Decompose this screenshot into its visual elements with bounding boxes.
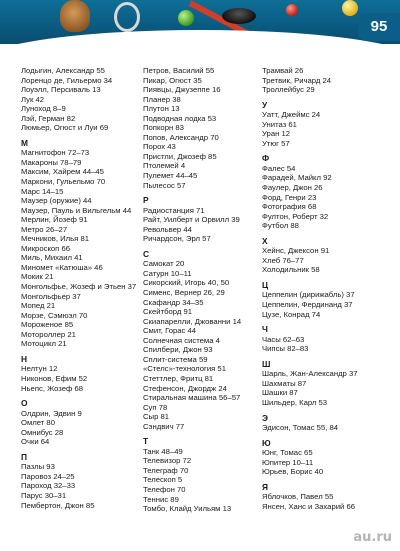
- index-entry: Никонов, Ефим 52: [21, 373, 88, 383]
- index-entry: Радиостанция 71: [143, 205, 205, 215]
- index-entry: Плутон 13: [143, 104, 180, 114]
- index-entry: Птолемей 4: [143, 161, 186, 171]
- index-entry: Суп 78: [143, 402, 168, 412]
- index-letter-heading: С: [143, 248, 150, 259]
- index-letter-heading: Ш: [262, 358, 271, 369]
- index-entry: Планер 38: [143, 94, 181, 104]
- index-entry: Мокик 21: [21, 272, 54, 282]
- index-entry: Уран 12: [262, 129, 291, 139]
- index-entry: Магнитофон 72–73: [21, 148, 90, 158]
- index-entry: Смит, Горас 44: [143, 326, 197, 336]
- index-entry: Сикорский, Игорь 40, 50: [143, 278, 230, 288]
- index-entry: Макароны 78–79: [21, 157, 82, 167]
- index-entry: Телевизор 72: [143, 456, 192, 466]
- index-entry: Фарадей, Майкл 92: [262, 173, 332, 183]
- index-column-1: [21, 66, 143, 510]
- index-entry: Телеграф 70: [143, 465, 189, 475]
- index-entry: Сэндвич 77: [143, 421, 185, 431]
- index-letter-heading: Ц: [262, 279, 269, 290]
- index-entry: Яблочков, Павел 55: [262, 492, 334, 502]
- index-entry: Цеппелин (дирижабль) 37: [262, 290, 355, 300]
- index-entry: Юрьев, Борис 40: [262, 467, 324, 477]
- index-entry: Футбол 88: [262, 221, 299, 231]
- index-entry: Маркони, Гульельмо 70: [21, 177, 106, 187]
- index-letter-heading: Я: [262, 481, 269, 492]
- index-entry: Лук 42: [21, 94, 45, 104]
- index-entry: Очки 64: [21, 437, 50, 447]
- page-number: 95: [358, 13, 400, 41]
- banner-curve: [0, 30, 400, 44]
- index-entry: Фаулер, Джон 26: [262, 183, 323, 193]
- index-column-2: [143, 66, 263, 514]
- index-entry: Пулемет 44–45: [143, 171, 198, 181]
- index-entry: Шахматы 87: [262, 378, 307, 388]
- index-entry: Райт, Уилберт и Орвилл 39: [143, 215, 240, 225]
- index-letter-heading: Э: [262, 412, 268, 423]
- index-entry: Пазлы 93: [21, 462, 55, 472]
- index-entry: Миль, Михаил 41: [21, 253, 83, 263]
- index-entry: Омнибус 28: [21, 427, 64, 437]
- index-entry: Трамвай 26: [262, 66, 304, 75]
- index-entry: Скейтборд 91: [143, 307, 193, 317]
- index-entry: Маузер, Пауль и Вильгельм 44: [21, 205, 132, 215]
- index-entry: Самокат 20: [143, 259, 185, 269]
- index-entry: Фултон, Роберт 32: [262, 211, 329, 221]
- index-entry: Утюг 57: [262, 138, 290, 148]
- index-entry: Скиапарелли, Джованни 14: [143, 316, 242, 326]
- header-banner: [0, 0, 400, 44]
- index-entry: Чипсы 82–83: [262, 344, 309, 354]
- index-entry: Танк 48–49: [143, 446, 183, 456]
- index-entry: Хлеб 76–77: [262, 255, 304, 265]
- index-entry: Монгольфье, Жозеф и Этьен 37: [21, 282, 137, 292]
- index-letter-heading: О: [21, 398, 28, 409]
- index-column-3: [262, 66, 388, 511]
- index-letter-heading: М: [21, 137, 28, 148]
- index-entry: Холодильник 58: [262, 265, 320, 275]
- index-letter-heading: Ф: [262, 153, 270, 164]
- index-letter-heading: Р: [143, 195, 149, 206]
- index-entry: Максим, Хайрем 44–45: [21, 167, 104, 177]
- index-entry: Петров, Василий 55: [143, 66, 215, 75]
- index-entry: Мечников, Илья 81: [21, 234, 90, 244]
- index-entry: Фалес 54: [262, 163, 296, 173]
- index-entry: Цеппелин, Фердинанд 37: [262, 300, 353, 310]
- index-entry: Мороженое 85: [21, 320, 74, 330]
- index-entry: Форд, Генри 23: [262, 192, 317, 202]
- index-letter-heading: У: [262, 99, 268, 110]
- index-entry: Омлет 80: [21, 418, 55, 428]
- index-letter-heading: Ю: [262, 437, 271, 448]
- index-entry: Миномет «Катюша» 46: [21, 262, 103, 272]
- index-entry: Олдрин, Эдвин 9: [21, 408, 82, 418]
- index-entry: Телефон 70: [143, 484, 186, 494]
- index-entry: Мотороллер 21: [21, 329, 76, 339]
- index-entry: Пароход 32–33: [21, 481, 76, 491]
- index-entry: Попкорн 83: [143, 123, 184, 133]
- index-letter-heading: Т: [143, 436, 149, 447]
- index-entry: Пылесос 57: [143, 180, 186, 190]
- index-entry: Томбо, Клайд Уильям 13: [143, 504, 232, 514]
- index-letter-heading: Ч: [262, 324, 268, 335]
- index-entry: Метро 26–27: [21, 224, 68, 234]
- index-entry: Маузер (оружие) 44: [21, 196, 92, 206]
- hockey-puck-icon: [222, 8, 256, 24]
- index-entry: Эдисон, Томас 55, 84: [262, 423, 339, 433]
- index-entry: Луноход 8–9: [21, 104, 66, 114]
- index-entry: Пиявцы, Джузеппе 16: [143, 85, 221, 95]
- index-entry: Сыр 81: [143, 412, 170, 422]
- index-entry: Юпитер 10–11: [262, 457, 314, 467]
- index-entry: Пембертон, Джон 85: [21, 500, 95, 510]
- index-entry: Пристли, Джозеф 85: [143, 151, 217, 161]
- index-entry: Часы 62–63: [262, 334, 305, 344]
- index-entry: Стиральная машина 56–57: [143, 393, 241, 403]
- index-entry: Солнечная система 4: [143, 335, 220, 345]
- yellow-ball-icon: [342, 0, 358, 16]
- index-entry: «Стелс»-технология 51: [143, 364, 226, 374]
- index-entry: Сименс, Вернер 26, 29: [143, 288, 225, 298]
- index-entry: Мопед 21: [21, 301, 56, 311]
- watermark: au.ru: [353, 530, 392, 545]
- index-entry: Уатт, Джеймс 24: [262, 110, 321, 120]
- index-entry: Сплит-система 59: [143, 354, 208, 364]
- index-letter-heading: П: [21, 451, 28, 462]
- index-entry: Стефенсон, Джордж 24: [143, 383, 227, 393]
- index-entry: Подводная лодка 53: [143, 113, 217, 123]
- index-entry: Лоренцо де, Гильермо 34: [21, 75, 113, 85]
- index-entry: Пикар, Огюст 35: [143, 75, 202, 85]
- index-entry: Нелтун 12: [21, 364, 58, 374]
- green-ball-icon: [178, 10, 194, 26]
- index-entry: Микроскоп 66: [21, 243, 71, 253]
- index-entry: Лоуэлл, Персиваль 13: [21, 85, 101, 95]
- index-entry: Шильдер, Карл 53: [262, 397, 328, 407]
- index-entry: Третвик, Ричард 24: [262, 75, 332, 85]
- tennis-racket-icon: [114, 2, 140, 32]
- index-entry: Порох 43: [143, 142, 176, 152]
- red-ball-icon: [286, 4, 298, 16]
- index-entry: Попов, Александр 70: [143, 132, 219, 142]
- teddy-bear-icon: [60, 0, 90, 32]
- index-entry: Сатурн 10–11: [143, 268, 192, 278]
- index-entry: Мотоцикл 21: [21, 339, 67, 349]
- index-entry: Шарль, Жан-Александр 37: [262, 369, 358, 379]
- index-entry: Мерлин, Йозеф 91: [21, 215, 88, 225]
- index-entry: Шашки 87: [262, 388, 298, 398]
- index-entry: Юнг, Томас 65: [262, 448, 313, 458]
- index-letter-heading: Х: [262, 235, 268, 246]
- index-entry: Лодыгин, Александр 55: [21, 66, 105, 75]
- index-entry: Лэй, Герман 82: [21, 113, 76, 123]
- index-entry: Монгольфьер 37: [21, 291, 81, 301]
- index-entry: Скафандр 34–35: [143, 297, 204, 307]
- index-entry: Унитаз 61: [262, 119, 297, 129]
- index-entry: Янсен, Ханс и Захарий 66: [262, 501, 355, 511]
- index-entry: Телескоп 5: [143, 475, 183, 485]
- index-entry: Теннис 89: [143, 494, 179, 504]
- index-entry: Спилбери, Джон 93: [143, 345, 213, 355]
- index-entry: Хейнс, Джексон 91: [262, 246, 330, 256]
- index-entry: Фотография 68: [262, 202, 317, 212]
- index-entry: Стеттлер, Фритц 81: [143, 373, 214, 383]
- index-entry: Троллейбус 29: [262, 85, 315, 95]
- index-entry: Парус 30–31: [21, 490, 67, 500]
- index-letter-heading: Н: [21, 353, 28, 364]
- index-entry: Морзе, Сэмюэл 70: [21, 310, 88, 320]
- index-entry: Ньепс, Жозеф 68: [21, 383, 84, 393]
- index-entry: Марс 14–15: [21, 186, 64, 196]
- index-entry: Револьвер 44: [143, 224, 192, 234]
- index-entry: Цузе, Конрад 74: [262, 309, 321, 319]
- index-entry: Люмьер, Огюст и Луи 69: [21, 123, 109, 133]
- index-entry: Паровоз 24–25: [21, 471, 75, 481]
- index-entry: Ричардсон, Эрл 57: [143, 234, 211, 244]
